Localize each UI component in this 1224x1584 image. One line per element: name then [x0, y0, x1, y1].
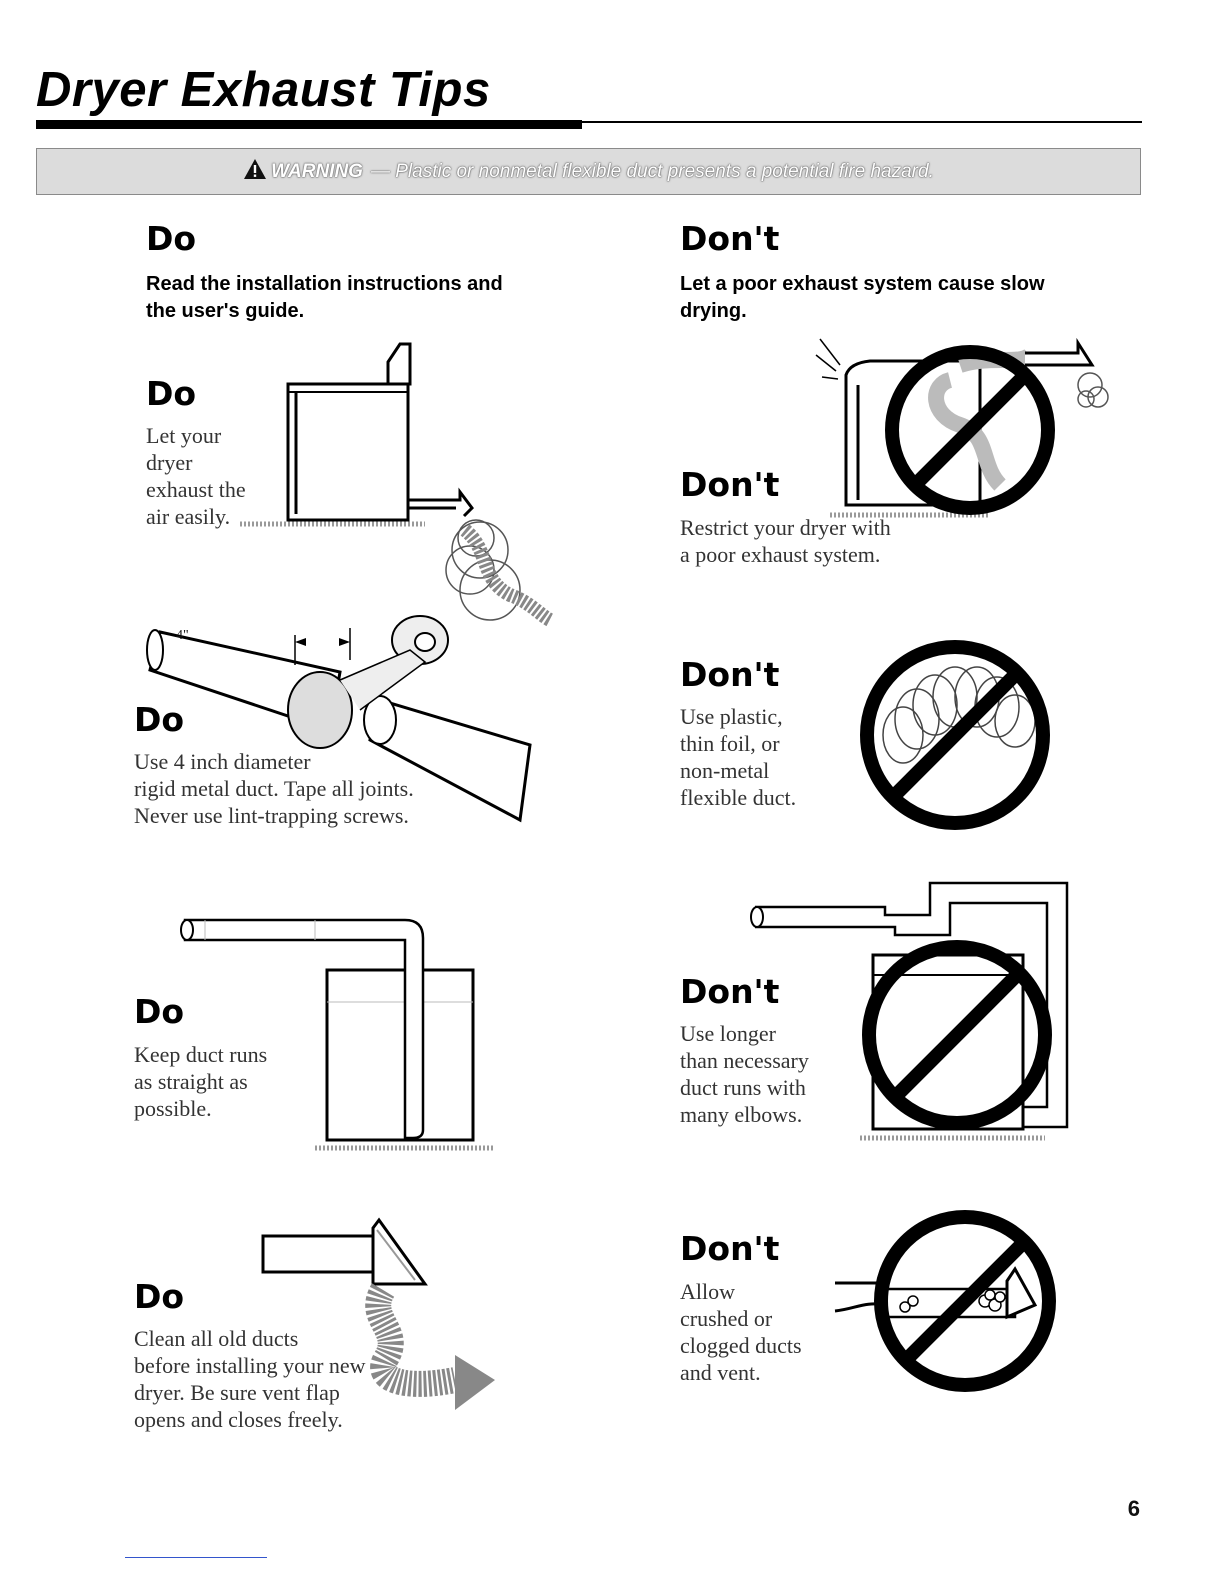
do-3-text: Keep duct runs as straight as possible. — [134, 1042, 268, 1121]
dont-3-heading: Don't — [680, 972, 780, 1011]
warning-text: — Plastic or nonmetal flexible duct presents a potential fire hazard. — [370, 160, 934, 182]
title-rule-thick — [36, 120, 582, 129]
page-title: Dryer Exhaust Tips — [36, 63, 491, 117]
long-duct-prohibited-illustration — [745, 875, 1075, 1145]
do-4-heading: Do — [134, 1277, 185, 1316]
do-intro-heading: Do — [146, 219, 197, 258]
warning-label: WARNING — [271, 160, 363, 182]
dont-3-text: Use longer than necessary duct runs with many elbows. — [680, 1021, 809, 1127]
do-2-text: Use 4 inch diameter rigid metal duct. Tape all joints. Never use lint-trapping screws. — [134, 749, 414, 828]
do-1-text: Let your dryer exhaust the air easily. — [146, 423, 246, 529]
do-intro-text: Read the installation instructions and the user's guide. — [146, 273, 503, 322]
dont-intro-text: Let a poor exhaust system cause slow drying. — [680, 273, 1045, 322]
dryer-vent-illustration — [240, 340, 560, 625]
clogged-duct-prohibited-illustration — [835, 1205, 1065, 1395]
do-3-heading: Do — [134, 992, 185, 1031]
footer-rule — [125, 1557, 267, 1558]
dont-2-heading: Don't — [680, 655, 780, 694]
duct-diameter-label: 4" — [176, 628, 189, 643]
dont-intro-heading: Don't — [680, 219, 780, 258]
do-2-heading: Do — [134, 700, 185, 739]
page-number: 6 — [1127, 1496, 1140, 1521]
dont-4-text: Allow crushed or clogged ducts and vent. — [680, 1279, 802, 1385]
dont-1-text: Restrict your dryer with a poor exhaust system. — [680, 515, 891, 567]
flexible-duct-prohibited-illustration — [855, 635, 1055, 835]
do-1-heading: Do — [146, 374, 197, 413]
restricted-exhaust-illustration — [810, 325, 1120, 520]
warning-triangle-icon — [243, 158, 267, 186]
dont-1-heading: Don't — [680, 465, 780, 504]
do-4-text: Clean all old ducts before installing your new dryer. Be sure vent flap opens and closes freely. — [134, 1326, 366, 1432]
dont-4-heading: Don't — [680, 1229, 780, 1268]
dont-2-text: Use plastic, thin foil, or non-metal flexible duct. — [680, 704, 797, 810]
title-rule-thin — [582, 121, 1142, 123]
warning-banner — [36, 148, 1141, 195]
